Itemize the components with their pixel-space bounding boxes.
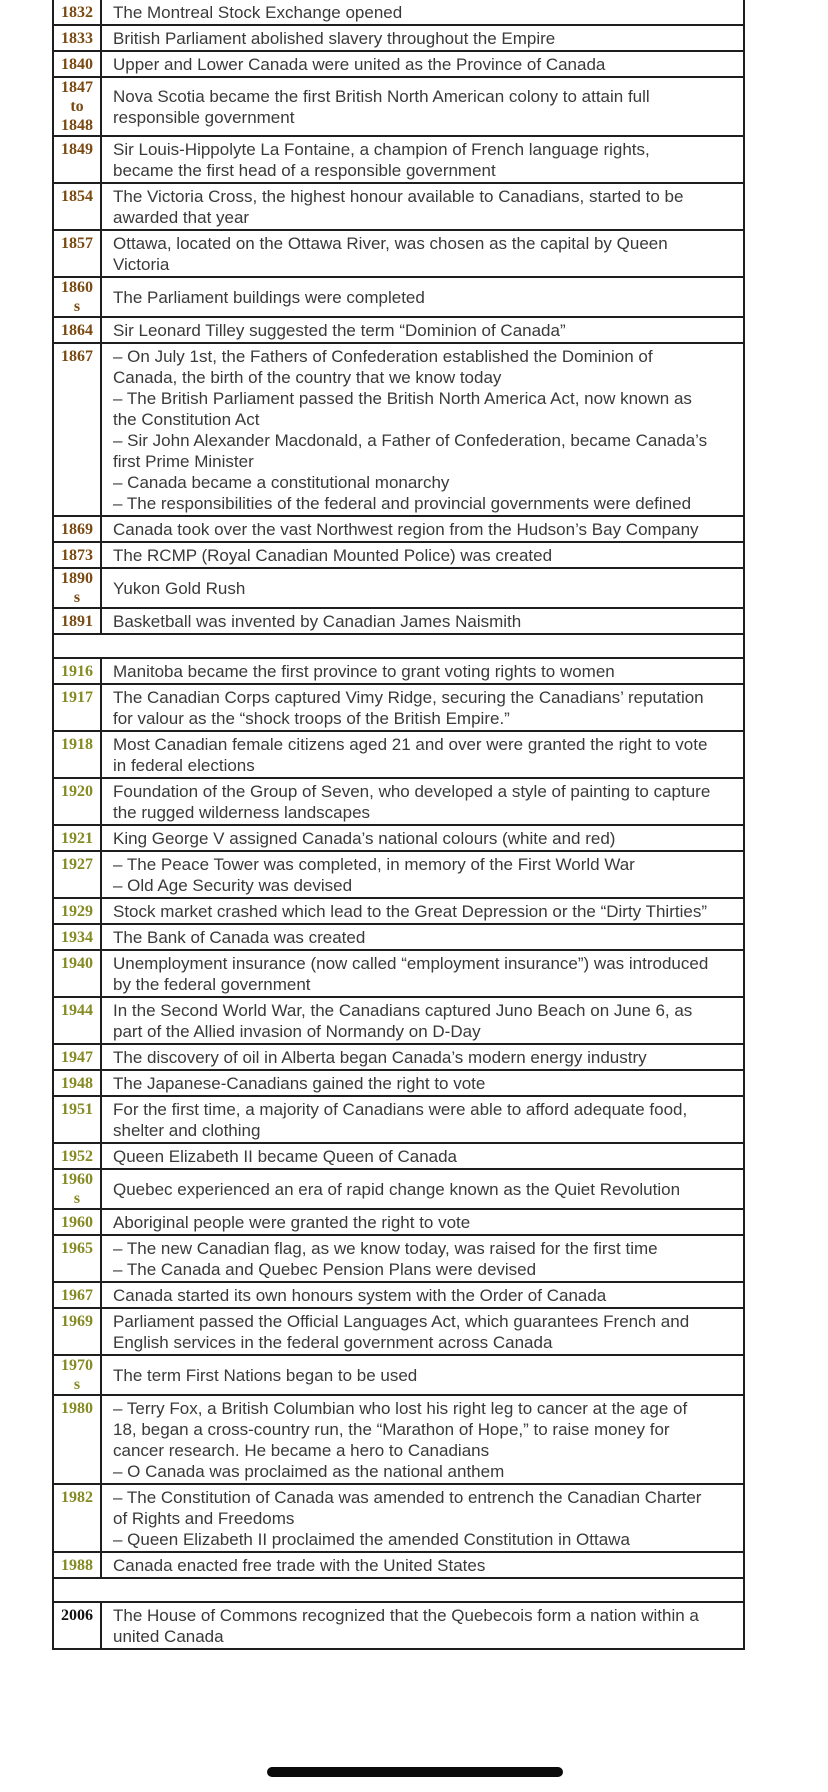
event-cell: The Bank of Canada was created <box>101 924 744 950</box>
event-cell: – The Constitution of Canada was amended to entrench the Canadian Charter of Rights and Freedoms – Queen Elizabeth II proclaimed the amended Constitution in Ottawa <box>101 1484 744 1552</box>
year-cell: 1891 <box>53 608 101 634</box>
timeline-row <box>53 1209 744 1235</box>
timeline-row <box>53 0 744 25</box>
event-cell: Basketball was invented by Canadian James Naismith <box>101 608 744 634</box>
year-cell: 1967 <box>53 1282 101 1308</box>
event-cell: Unemployment insurance (now called “employment insurance”) was introduced by the federal government <box>101 950 744 997</box>
year-cell: 1860 s <box>53 277 101 317</box>
year-cell: 1944 <box>53 997 101 1044</box>
year-cell: 1832 <box>53 0 101 25</box>
year-cell: 1916 <box>53 658 101 684</box>
timeline-row <box>53 898 744 924</box>
year-cell: 1982 <box>53 1484 101 1552</box>
event-cell: Upper and Lower Canada were united as the Province of Canada <box>101 51 744 77</box>
era-divider-row <box>53 634 744 658</box>
timeline-row <box>53 277 744 317</box>
event-cell: Yukon Gold Rush <box>101 568 744 608</box>
timeline-row <box>53 1552 744 1578</box>
timeline-row <box>53 77 744 136</box>
event-cell: Aboriginal people were granted the right to vote <box>101 1209 744 1235</box>
timeline-row <box>53 608 744 634</box>
event-cell: Queen Elizabeth II became Queen of Canada <box>101 1143 744 1169</box>
year-cell: 1847 to 1848 <box>53 77 101 136</box>
event-cell: The Victoria Cross, the highest honour available to Canadians, started to be awarded that year <box>101 183 744 230</box>
event-cell: Manitoba became the first province to grant voting rights to women <box>101 658 744 684</box>
history-timeline-table <box>52 0 745 1650</box>
timeline-row <box>53 1044 744 1070</box>
year-cell: 1873 <box>53 542 101 568</box>
timeline-row <box>53 1602 744 1649</box>
timeline-row <box>53 778 744 825</box>
year-cell: 1960 s <box>53 1169 101 1209</box>
event-cell: – The new Canadian flag, as we know today, was raised for the first time – The Canada and Quebec Pension Plans were devised <box>101 1235 744 1282</box>
era-divider <box>53 1578 744 1602</box>
year-cell: 1864 <box>53 317 101 343</box>
timeline-row <box>53 516 744 542</box>
year-cell: 1947 <box>53 1044 101 1070</box>
year-cell: 1833 <box>53 25 101 51</box>
timeline-row <box>53 317 744 343</box>
timeline-row <box>53 924 744 950</box>
timeline-row <box>53 230 744 277</box>
timeline-row <box>53 658 744 684</box>
era-divider-row <box>53 1578 744 1602</box>
event-cell: In the Second World War, the Canadians captured Juno Beach on June 6, as part of the Allied invasion of Normandy on D-Day <box>101 997 744 1044</box>
year-cell: 1854 <box>53 183 101 230</box>
event-cell: For the first time, a majority of Canadians were able to afford adequate food, shelter and clothing <box>101 1096 744 1143</box>
year-cell: 1927 <box>53 851 101 898</box>
timeline-row <box>53 1355 744 1395</box>
event-cell: The Montreal Stock Exchange opened <box>101 0 744 25</box>
timeline-row <box>53 542 744 568</box>
year-cell: 1840 <box>53 51 101 77</box>
year-cell: 1869 <box>53 516 101 542</box>
event-cell: Sir Louis-Hippolyte La Fontaine, a champion of French language rights, became the first head of a responsible government <box>101 136 744 183</box>
event-cell: Nova Scotia became the first British North American colony to attain full responsible government <box>101 77 744 136</box>
timeline-row <box>53 568 744 608</box>
timeline-row <box>53 136 744 183</box>
event-cell: – The Peace Tower was completed, in memory of the First World War – Old Age Security was devised <box>101 851 744 898</box>
timeline-body <box>53 0 744 1649</box>
timeline-row <box>53 343 744 516</box>
year-cell: 1867 <box>53 343 101 516</box>
event-cell: Canada took over the vast Northwest region from the Hudson’s Bay Company <box>101 516 744 542</box>
year-cell: 1980 <box>53 1395 101 1484</box>
timeline-row <box>53 851 744 898</box>
timeline-row <box>53 1395 744 1484</box>
timeline-row <box>53 1143 744 1169</box>
year-cell: 1965 <box>53 1235 101 1282</box>
timeline-row <box>53 1308 744 1355</box>
timeline-row <box>53 684 744 731</box>
event-cell: The Japanese-Canadians gained the right to vote <box>101 1070 744 1096</box>
year-cell: 1920 <box>53 778 101 825</box>
year-cell: 1857 <box>53 230 101 277</box>
event-cell: British Parliament abolished slavery throughout the Empire <box>101 25 744 51</box>
timeline-row <box>53 997 744 1044</box>
event-cell: – Terry Fox, a British Columbian who lost his right leg to cancer at the age of 18, began a cross-country run, the “Marathon of Hope,” to raise money for cancer research. He became a hero to Canadians – O Canada was proclaimed as the national anthem <box>101 1395 744 1484</box>
event-cell: Sir Leonard Tilley suggested the term “Dominion of Canada” <box>101 317 744 343</box>
event-cell: The term First Nations began to be used <box>101 1355 744 1395</box>
event-cell: Canada enacted free trade with the United States <box>101 1552 744 1578</box>
timeline-row <box>53 51 744 77</box>
timeline-row <box>53 1096 744 1143</box>
event-cell: King George V assigned Canada’s national colours (white and red) <box>101 825 744 851</box>
event-cell: Parliament passed the Official Languages Act, which guarantees French and English services in the federal government across Canada <box>101 1308 744 1355</box>
event-cell: The House of Commons recognized that the Quebecois form a nation within a united Canada <box>101 1602 744 1649</box>
event-cell: The Canadian Corps captured Vimy Ridge, securing the Canadians’ reputation for valour as the “shock troops of the British Empire.” <box>101 684 744 731</box>
year-cell: 1952 <box>53 1143 101 1169</box>
year-cell: 1940 <box>53 950 101 997</box>
year-cell: 1890 s <box>53 568 101 608</box>
year-cell: 1929 <box>53 898 101 924</box>
year-cell: 1970 s <box>53 1355 101 1395</box>
year-cell: 1849 <box>53 136 101 183</box>
timeline-row <box>53 731 744 778</box>
event-cell: – On July 1st, the Fathers of Confederation established the Dominion of Canada, the birth of the country that we know today – The British Parliament passed the British North America Act, now known as the Constitution Act – Sir John Alexander Macdonald, a Father of Confederation, became Canada’s first Prime Minister – Canada became a constitutional monarchy – The responsibilities of the federal and provincial governments were defined <box>101 343 744 516</box>
event-cell: Canada started its own honours system with the Order of Canada <box>101 1282 744 1308</box>
event-cell: Ottawa, located on the Ottawa River, was chosen as the capital by Queen Victoria <box>101 230 744 277</box>
era-divider <box>53 634 744 658</box>
year-cell: 1988 <box>53 1552 101 1578</box>
event-cell: The discovery of oil in Alberta began Canada’s modern energy industry <box>101 1044 744 1070</box>
timeline-row <box>53 1169 744 1209</box>
year-cell: 1921 <box>53 825 101 851</box>
year-cell: 1918 <box>53 731 101 778</box>
timeline-row <box>53 1070 744 1096</box>
timeline-row <box>53 950 744 997</box>
year-cell: 1934 <box>53 924 101 950</box>
year-cell: 1951 <box>53 1096 101 1143</box>
timeline-row <box>53 1484 744 1552</box>
event-cell: Foundation of the Group of Seven, who developed a style of painting to capture the rugged wilderness landscapes <box>101 778 744 825</box>
timeline-row <box>53 25 744 51</box>
year-cell: 2006 <box>53 1602 101 1649</box>
timeline-row <box>53 1282 744 1308</box>
year-cell: 1969 <box>53 1308 101 1355</box>
year-cell: 1917 <box>53 684 101 731</box>
event-cell: Stock market crashed which lead to the Great Depression or the “Dirty Thirties” <box>101 898 744 924</box>
event-cell: The Parliament buildings were completed <box>101 277 744 317</box>
year-cell: 1948 <box>53 1070 101 1096</box>
year-cell: 1960 <box>53 1209 101 1235</box>
home-indicator[interactable] <box>267 1767 563 1777</box>
event-cell: The RCMP (Royal Canadian Mounted Police) was created <box>101 542 744 568</box>
timeline-row <box>53 825 744 851</box>
timeline-row <box>53 1235 744 1282</box>
event-cell: Most Canadian female citizens aged 21 and over were granted the right to vote in federal elections <box>101 731 744 778</box>
event-cell: Quebec experienced an era of rapid change known as the Quiet Revolution <box>101 1169 744 1209</box>
timeline-row <box>53 183 744 230</box>
